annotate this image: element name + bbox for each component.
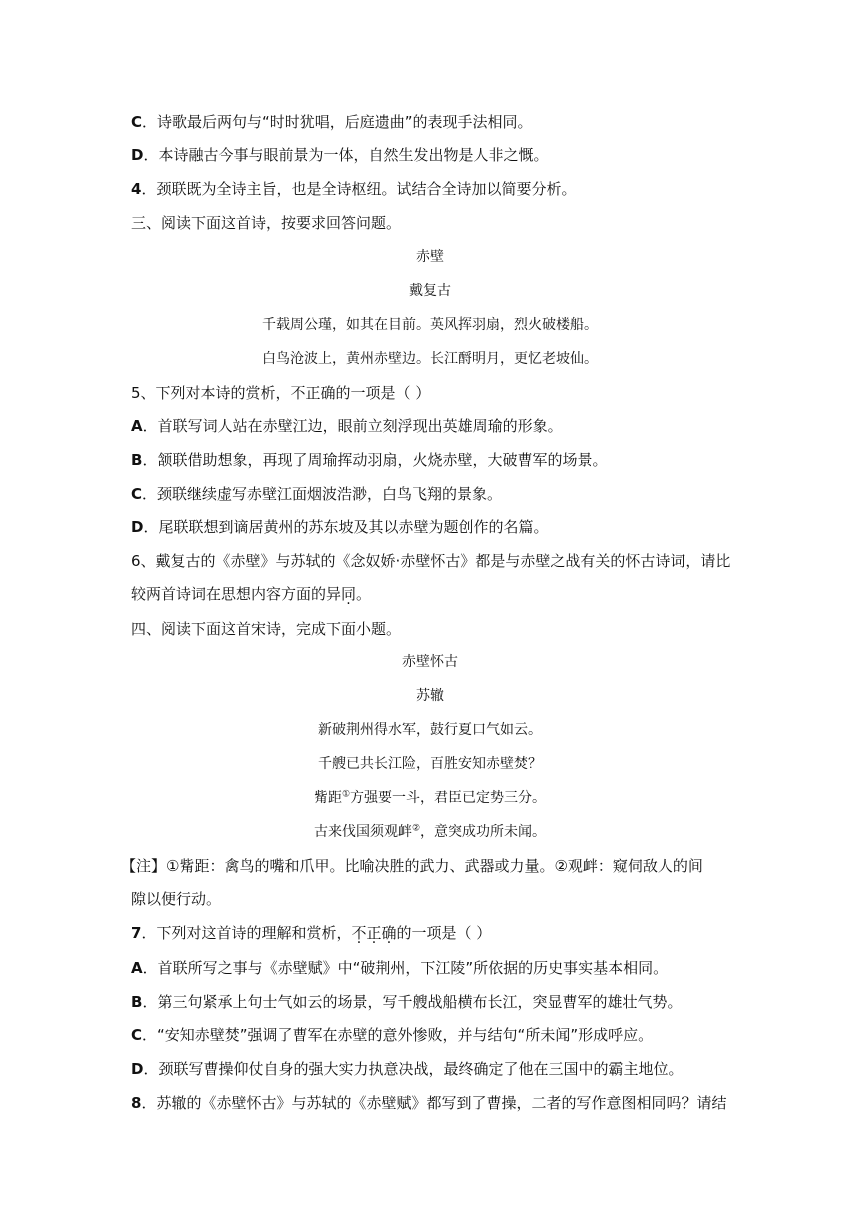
question-text: ．苏辙的《赤壁怀古》与苏轼的《赤壁赋》都写到了曹操，二者的写作意图相同吗？请结: [141, 1094, 727, 1112]
question-number: 4: [131, 180, 142, 198]
question-4: [131, 179, 742, 199]
option-text: ．颔联借助想象，再现了周瑜挥动羽扇，火烧赤壁，大破曹军的场景。: [142, 451, 608, 469]
option-label: C: [131, 113, 143, 131]
question-5-stem: 5、下列对本诗的赏析，不正确的一项是（ ）: [131, 384, 431, 402]
option-d-prev: [131, 145, 742, 165]
poem1-author: 戴复古: [409, 283, 451, 299]
option-c-prev: [131, 112, 742, 132]
option-label: C: [131, 485, 143, 503]
option-label: A: [131, 417, 143, 435]
option-text: ．诗歌最后两句与“时时犹唱，后庭遗曲”的表现手法相同。: [142, 113, 533, 131]
option-text: ．首联写词人站在赤壁江边，眼前立刻浮现出英雄周瑜的形象。: [142, 417, 563, 435]
option-text: ．“安知赤壁焚”强调了曹军在赤壁的意外惨败，并与结句“所未闻”形成呼应。: [142, 1026, 654, 1044]
q7-option-c: [131, 1025, 742, 1045]
option-label: C: [131, 1026, 143, 1044]
emphasis-char: 确: [381, 924, 397, 942]
poem2-title: 赤壁怀古: [402, 654, 458, 670]
poem1-line-1: 千载周公瑾，如其在目前。英风挥羽扇，烈火破楼船。: [262, 317, 598, 333]
poem1-title: 赤壁: [416, 249, 444, 265]
poem1-line-2: 白鸟沧波上，黄州赤壁边。长江酹明月，更忆老坡仙。: [262, 351, 598, 367]
question-text: 。: [356, 585, 372, 603]
question-text: 的一项是（ ）: [396, 924, 492, 942]
emphasis-char: 同: [341, 585, 357, 603]
option-label: A: [131, 959, 143, 977]
poem-text: 古来伐国须观衅: [313, 824, 412, 840]
poem2-line-1: 新破荆州得水军，鼓行夏口气如云。: [318, 722, 542, 738]
emphasis-char: 正: [366, 924, 382, 942]
option-text: ．本诗融古今事与眼前景为一体，自然生发出物是人非之慨。: [143, 146, 549, 164]
question-7-stem: [131, 923, 742, 943]
option-label: B: [131, 993, 143, 1011]
poem-text: 方强要一斗，君臣已定势三分。: [350, 790, 547, 806]
question-number: 8: [131, 1094, 142, 1112]
option-label: B: [131, 451, 143, 469]
option-text: ．尾联联想到谪居黄州的苏东坡及其以赤壁为题创作的名篇。: [143, 518, 549, 536]
section-3-heading: [131, 213, 742, 233]
poem2-author: 苏辙: [416, 688, 444, 704]
option-label: D: [131, 1060, 144, 1078]
option-text: ．颈联写曹操仰仗自身的强大实力执意决战，最终确定了他在三国中的霸主地位。: [143, 1060, 684, 1078]
option-text: ．首联所写之事与《赤壁赋》中“破荆州，下江陵”所依据的历史事实基本相同。: [142, 959, 669, 977]
question-text: ．下列对这首诗的理解和赏析，: [141, 924, 352, 942]
poem2-line-2: 千艘已共长江险，百胜安知赤壁焚？: [318, 756, 542, 772]
footnote-marker: ①: [341, 789, 351, 800]
poem2-line-3: [0, 788, 860, 808]
option-text: ．第三句紧承上句士气如云的场景，写千艘战船横布长江，突显曹军的雄壮气势。: [142, 993, 683, 1011]
question-6-line-2: [131, 584, 742, 604]
q5-option-d: [131, 517, 742, 537]
section-text: 三、阅读下面这首诗，按要求回答问题。: [131, 214, 402, 232]
poem-text: 觜距: [313, 790, 342, 806]
note-line-2: 隙以便行动。: [131, 890, 222, 908]
question-6-line-1: 6、戴复古的《赤壁》与苏轼的《念奴娇·赤壁怀古》都是与赤壁之战有关的怀古诗词，请比: [131, 552, 731, 570]
q7-option-d: [131, 1059, 742, 1079]
footnote-marker: ②: [411, 823, 421, 834]
question-text: ．颈联既为全诗主旨，也是全诗枢纽。试结合全诗加以简要分析。: [141, 180, 577, 198]
question-text: 较两首诗词在思想内容方面的异: [131, 585, 342, 603]
q7-option-b: [131, 992, 742, 1012]
option-text: ．颈联继续虚写赤壁江面烟波浩渺，白鸟飞翔的景象。: [142, 485, 503, 503]
q7-option-a: [131, 958, 742, 978]
poem-text: ，意突成功所未闻。: [420, 824, 547, 840]
q5-option-b: [131, 450, 742, 470]
option-label: D: [131, 146, 144, 164]
q5-option-a: [131, 416, 742, 436]
poem2-line-4: [0, 822, 860, 842]
question-8: [131, 1093, 742, 1113]
q5-option-c: [131, 484, 742, 504]
note-line-1: 【注】①觜距：禽鸟的嘴和爪甲。比喻决胜的武力、武器或力量。②观衅：窥伺敌人的间: [121, 857, 703, 875]
emphasis-char: 不: [351, 924, 367, 942]
option-label: D: [131, 518, 144, 536]
section-4-heading: 四、阅读下面这首宋诗，完成下面小题。: [131, 620, 402, 638]
question-number: 7: [131, 924, 142, 942]
